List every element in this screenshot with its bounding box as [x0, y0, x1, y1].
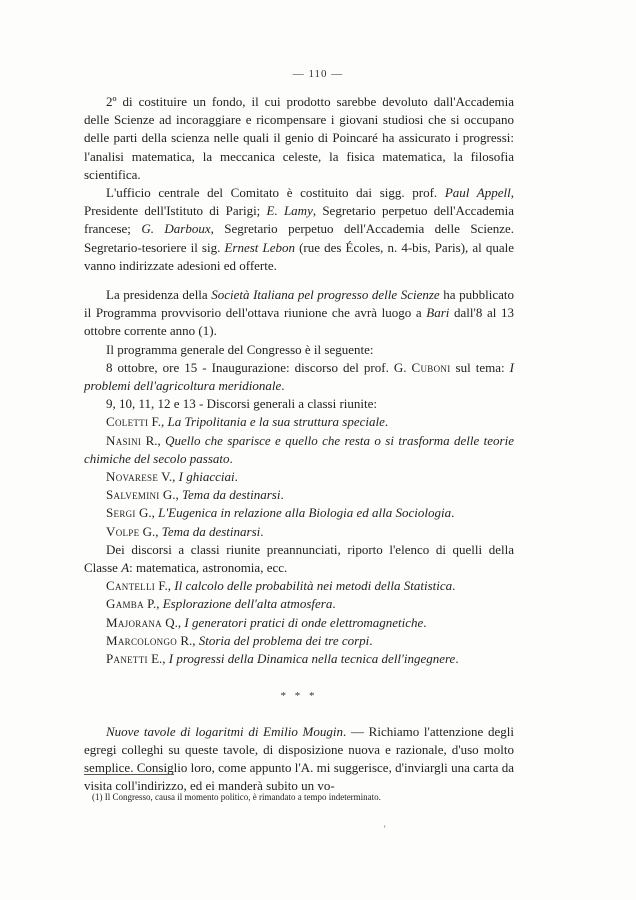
text-run: 2º di costituire un fondo, il cui prodotto sarebbe devoluto dall'Accademia delle Scienze ad incoraggiare e ricompensare i giovani studiosi che si occupano delle parti della scienza nelle quali il genio di Poincaré ha assicurato i progressi: l'analisi matematica, la meccanica celeste, la fisica matematica, la filosofia scientifica.	[84, 94, 514, 182]
text-run: sul tema:	[450, 359, 510, 375]
list-line	[84, 413, 514, 431]
text-run: . — Richiamo l'attenzione degli egregi colleghi su queste tavole, di disposizione nuova e razionale, d'uso molto semplice. Consiglio loro, come appunto l'A. mi suggerisce, d'inviargli una carta da visita coll'indirizzo, ed ei manderà subito un vo-	[84, 723, 514, 794]
text-run: .	[234, 469, 238, 485]
page-number: — 110 —	[292, 68, 344, 80]
document-body	[84, 93, 514, 795]
author-name: Sergi	[106, 505, 136, 521]
italic-text: I generatori pratici di onde elettromagnetiche	[184, 614, 424, 630]
text-run: (rue des Écoles, n. 4-bis, Paris), al quale vanno indirizzate adesioni ed offerte.	[84, 239, 514, 273]
paragraph	[84, 93, 514, 184]
list-line	[84, 614, 514, 632]
text-run: G.,	[159, 487, 182, 503]
text-run: Dei discorsi a classi riunite preannunciati, riporto l'elenco di quelli della Classe	[84, 541, 514, 576]
paragraph	[84, 723, 514, 796]
section-separator	[84, 687, 514, 705]
text-run: .	[229, 450, 233, 466]
text-run: 9, 10, 11, 12 e 13 - Discorsi generali a classi riunite:	[106, 396, 378, 412]
text-run: , Segretario perpetuo dell'Accademia francese;	[84, 203, 514, 237]
stray-mark: '	[384, 824, 386, 834]
text-run: P.,	[143, 596, 163, 612]
footnote-rule	[84, 774, 174, 775]
author-name: Cuboni	[411, 359, 451, 375]
italic-text: Paul Appell	[444, 185, 511, 201]
text-run: , Segretario perpetuo dell'Accademia delle Scienze. Segretario-tesoriere il sig.	[84, 221, 515, 255]
text-run: .	[260, 523, 264, 539]
paragraph	[84, 432, 514, 468]
author-name: Majorana	[106, 614, 162, 630]
author-name: Novarese	[106, 469, 159, 485]
list-line	[84, 650, 514, 668]
italic-text: G. Darboux	[141, 221, 211, 237]
text-run: , Presidente dell'Istituto di Parigi;	[84, 185, 514, 219]
italic-text: I problemi dell'agricoltura meridionale	[84, 359, 514, 394]
text-run: V.,	[158, 469, 179, 485]
text-run: .	[280, 487, 284, 503]
author-name: Gamba	[106, 596, 144, 612]
list-line	[84, 577, 514, 595]
author-name: Volpe	[106, 523, 140, 539]
list-line	[84, 504, 514, 522]
italic-text: Nuove tavole di logaritmi di Emilio Mougin	[106, 723, 343, 739]
italic-text: Bari	[426, 305, 450, 321]
text-run: ha pubblicato il Programma provvisorio dell'ottava riunione che avrà luogo a	[84, 287, 514, 321]
paragraph	[84, 341, 514, 359]
text-run: E.,	[147, 651, 169, 667]
author-name: Salvemini	[106, 487, 160, 503]
list-line	[84, 523, 514, 541]
paragraph	[84, 541, 514, 577]
list-line	[84, 632, 514, 650]
text-run: .	[384, 414, 389, 430]
author-name: Marcolongo	[106, 632, 178, 648]
list-line	[84, 486, 514, 504]
text-run: .	[455, 651, 459, 667]
author-name: Cantelli	[106, 578, 156, 594]
text-run: L'ufficio centrale del Comitato è costituito dai sigg. prof.	[106, 185, 445, 201]
paragraph	[84, 286, 514, 341]
text-run: * * *	[280, 690, 318, 703]
paragraph	[84, 184, 514, 275]
italic-text: E. Lamy	[266, 203, 313, 219]
text-run: dall'8 al 13 ottobre corrente anno (1).	[84, 305, 514, 339]
text-run: .	[452, 578, 456, 594]
text-run: .	[281, 378, 285, 394]
text-run: F.,	[148, 414, 168, 430]
italic-text: Esplorazione dell'alta atmosfera	[162, 596, 333, 612]
author-name: Panetti	[106, 651, 148, 667]
text-run: .	[451, 505, 455, 521]
paragraph	[84, 359, 514, 395]
italic-text: Il calcolo delle probabilità nei metodi della Statistica	[174, 578, 453, 594]
italic-text: Società Italiana pel progresso delle Scienze	[211, 287, 440, 303]
text-run: G.,	[135, 505, 159, 521]
text-run: .	[423, 614, 427, 630]
list-line	[84, 595, 514, 613]
italic-text: Tema da destinarsi	[182, 487, 281, 503]
text-run: Q.,	[161, 614, 185, 630]
text-run: R.,	[141, 432, 166, 448]
text-run: Il programma generale del Congresso è il seguente:	[106, 341, 374, 357]
text-run: F.,	[155, 578, 175, 594]
text-run: R.,	[177, 632, 199, 648]
italic-text: I progressi della Dinamica nella tecnica dell'ingegnere	[168, 651, 456, 667]
author-name: Coletti	[106, 414, 149, 430]
text-run: : matematica, astronomia, ecc.	[129, 560, 288, 576]
text-run: 8 ottobre, ore 15 - Inaugurazione: discorso del prof. G.	[106, 359, 412, 375]
italic-text: Quello che sparisce e quello che resta o si trasforma delle teorie chimiche del secolo passato	[84, 432, 515, 466]
text-run: G.,	[139, 523, 162, 539]
italic-text: La Tripolitania e la sua struttura speciale	[167, 414, 385, 430]
text-run: .	[332, 596, 336, 612]
italic-text: I ghiacciai	[178, 469, 235, 485]
italic-text: Storia del problema dei tre corpi	[198, 632, 370, 648]
text-run: La presidenza della	[106, 287, 212, 303]
list-line	[84, 395, 514, 413]
italic-text: Tema da destinarsi	[161, 523, 261, 539]
footnote: (1) Il Congresso, causa il momento politico, è rimandato a tempo indeterminato.	[92, 792, 381, 802]
italic-text: A	[121, 560, 130, 576]
text-run: .	[369, 632, 373, 648]
italic-text: Ernest Lebon	[224, 239, 295, 255]
italic-text: L'Eugenica in relazione alla Biologia ed alla Sociologia	[158, 505, 452, 521]
author-name: Nasini	[106, 432, 142, 448]
list-line	[84, 468, 514, 486]
